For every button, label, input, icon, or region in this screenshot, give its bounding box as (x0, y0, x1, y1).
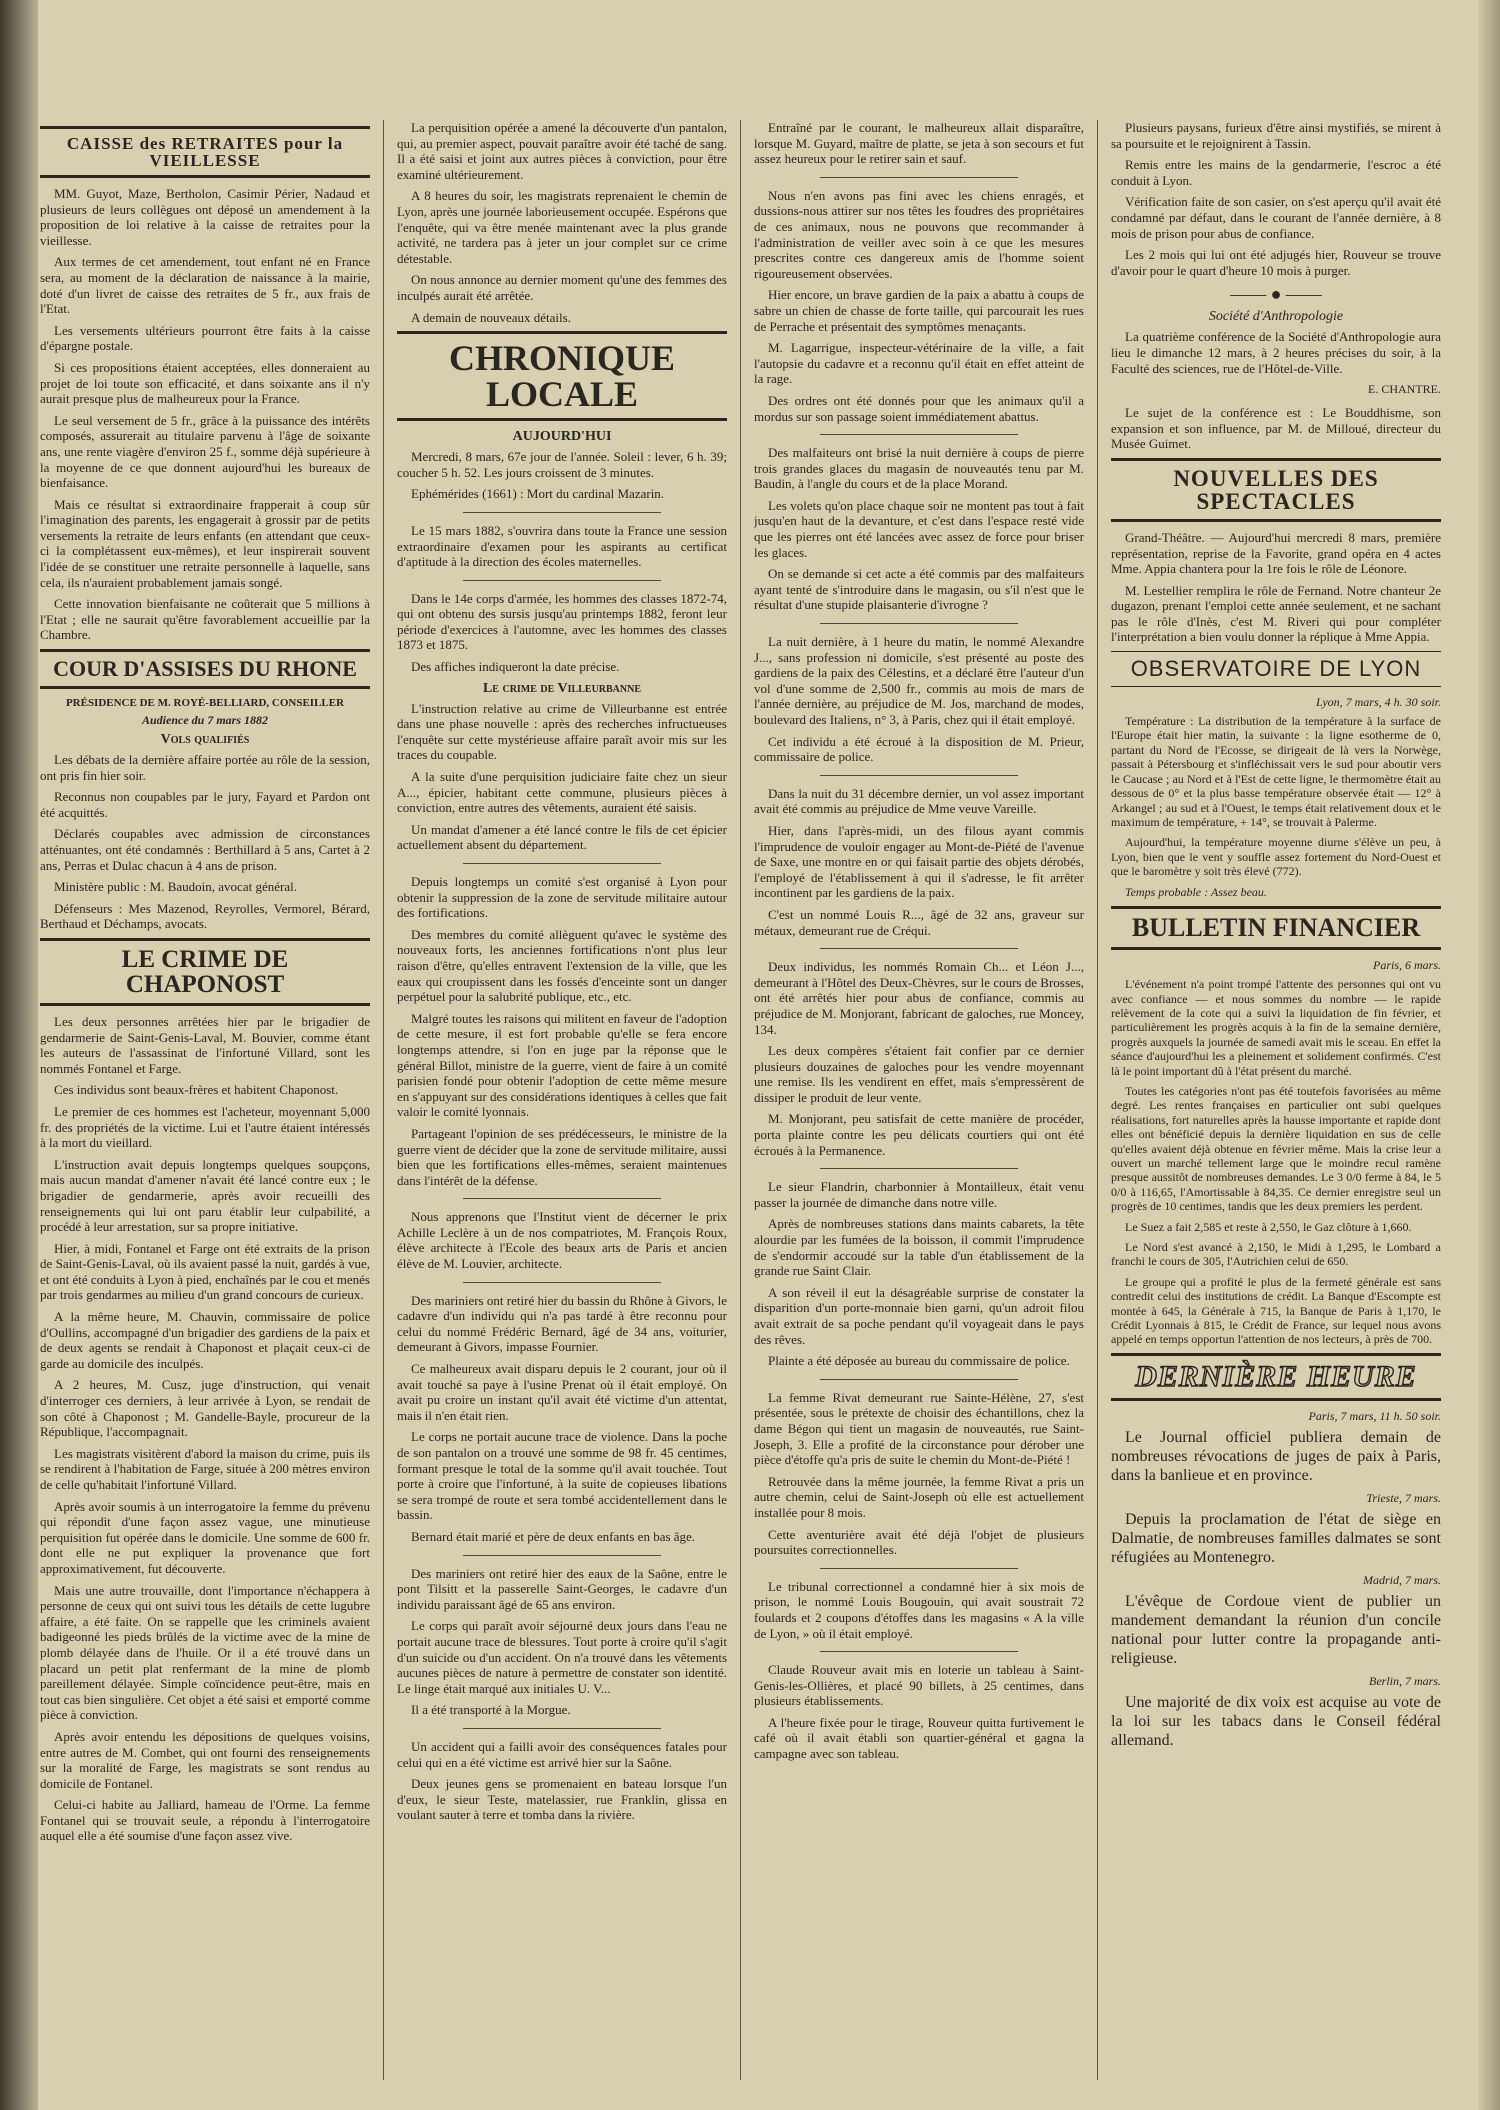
paragraph: Déclarés coupables avec admission de circonstances atténuantes, ont été condamnés : Berthillard à 5 ans, Cartet à 2 ans, Perras et Dulac chacun à 4 ans de prison. (40, 826, 370, 873)
dispatch-text: Une majorité de dix voix est acquise au vote de la loi sur les tabacs dans le Conseil fédéral allemand. (1111, 1693, 1441, 1749)
paragraph: Plainte a été déposée au bureau du commissaire de police. (768, 1353, 1070, 1369)
separator (820, 775, 1018, 776)
paragraph: M. Monjorant, peu satisfait de cette manière de procéder, porta plainte contre les peu délicats courtiers qui ont été écroués à la Permanence. (754, 1111, 1084, 1158)
assises-subheading: Vols qualifiés (160, 732, 250, 748)
paragraph: MM. Guyot, Maze, Bertholon, Casimir Périer, Nadaud et plusieurs de leurs collègues ont déposé un amendement à la proposition de loi relative à la caisse de retraites pour la vieillesse. (40, 186, 370, 248)
paragraph: Après de nombreuses stations dans maints cabarets, la tête alourdie par les fumées de la boisson, il commit l'imprudence de s'endormir accoudé sur la table d'un établissement de la grande rue Saint Clair. (754, 1216, 1084, 1279)
paragraph: Hier, dans l'après-midi, un des filous ayant commis l'imprudence de vouloir engager au Mont-de-Piété de l'avenue de Saxe, une montre en or qui faisait partie des objets dérobés, l'employé de l'établissement à qui il s'adresse, le fit arrêter incontinent par les gardiens de la paix. (754, 822, 1084, 901)
paragraph: Les débats de la dernière affaire portée au rôle de la session, ont pris fin hier soir. (40, 752, 370, 783)
paragraph: A la même heure, M. Chauvin, commissaire de police d'Oullins, accompagné d'un brigadier des gardiens de la paix et de deux agents se rendait à Chaponost et plaçait ceux-ci de garde au domicile des inculpés. (40, 1309, 370, 1371)
observatoire-heading: OBSERVATOIRE DE LYON (1111, 651, 1441, 687)
paragraph: Si ces propositions étaient acceptées, elles donneraient au projet de loi toute son efficacité, et dans soixante ans il n'y aurait presque plus de malheureux pour la France. (40, 359, 370, 407)
dispatch-dateline: Madrid, 7 mars. (1362, 1572, 1441, 1587)
separator (820, 1651, 1018, 1652)
paragraph: Claude Rouveur avait mis en loterie un tableau à Saint-Genis-les-Ollières, et placé 90 billets, à 25 centimes, dans plusieurs établissements. (754, 1662, 1084, 1709)
paragraph: Remis entre les mains de la gendarmerie, l'escroc a été conduit à Lyon. (1111, 157, 1441, 188)
paragraph: La femme Rivat demeurant rue Sainte-Hélène, 27, s'est présentée, sous le prétexte de choisir des échantillons, chez la dame Bégon qui tient un magasin de nouveautés, rue Saint-Joseph, 3. Elle a profité de la circonstance pour dérober une pièce d'étoffe qu'a pris de suite le chemin du Mont-de-Piété ! (754, 1389, 1084, 1468)
paragraph: Ce malheureux avait disparu depuis le 2 courant, jour où il avait touché sa paye à l'usine Prenat où il était employé. On avait pu croire un instant qu'il avait été victime d'un attentat, mais il n'en était rien. (397, 1361, 727, 1423)
paragraph: Le seul versement de 5 fr., grâce à la puissance des intérêts composés, assurerait au titulaire parvenu à l'âge de soixante ans, une rente viagère d'environ 25 f., somme déjà supérieure à la moyenne de ce que donnent aujourd'hui les bureaux de bienfaisance. (40, 412, 370, 491)
paragraph: Le sujet de la conférence est : Le Bouddhisme, son expansion et son influence, par M. de Milloué, directeur du Musée Guimet. (1111, 405, 1441, 452)
anthro-subheading: Société d'Anthropologie (1208, 309, 1344, 325)
paragraph: Entraîné par le courant, le malheureux allait disparaître, lorsque M. Guyard, maître de platte, se jeta à son secours et fut assez heureux pour le retirer sain et sauf. (754, 120, 1084, 167)
column-rule (383, 120, 384, 2080)
paragraph: Le corps qui paraît avoir séjourné deux jours dans l'eau ne portait aucune trace de blessures. Tout porte à croire qu'il s'agit d'un suicide ou d'un accident. On n'a trouvé dans les vêtements aucunes pièces de nature à permettre de constater son identité. Le linge était marqué aux initiales U. V... (397, 1618, 727, 1696)
paragraph: Grand-Théâtre. — Aujourd'hui mercredi 8 mars, première représentation, reprise de la Favorite, grand opéra en 4 actes Mme. Appia chantera pour la 1re fois le rôle de Léonore. (1111, 529, 1441, 577)
separator (463, 863, 661, 864)
paragraph: Le Nord s'est avancé à 2,150, le Midi à 1,295, le Lombard a franchi le cours de 305, l'Autrichien celui de 650. (1111, 1240, 1441, 1269)
paragraph: La quatrième conférence de la Société d'Anthropologie aura lieu le dimanche 12 mars, à 2 heures précises du soir, à la Faculté des sciences, rue de l'Hôtel-de-Ville. (1111, 329, 1441, 376)
paragraph: Retrouvée dans la même journée, la femme Rivat a pris un autre chemin, celui de Saint-Joseph où elle est actuellement installée pour 8 mois. (754, 1473, 1084, 1520)
column-4 (1111, 120, 1441, 2080)
paragraph: Le tribunal correctionnel a condamné hier à six mois de prison, le nommé Louis Bougouin, qui avait soustrait 72 foulards et 2 coupons d'étoffes dans les magasins « A la ville de Lyon, » où il était employé. (754, 1578, 1084, 1641)
newspaper-page (40, 120, 1462, 2090)
paragraph: Des mariniers ont retiré hier du bassin du Rhône à Givors, le cadavre d'un individu qui n'a pas tardé à être reconnu pour celui du nommé Frédéric Bernard, âgé de 34 ans, voiturier, demeurant à Givors, impasse Fournier. (397, 1292, 727, 1355)
paragraph: A 2 heures, M. Cusz, juge d'instruction, qui venait d'interroger ces derniers, à leur arrivée à Lyon, se rendait de son côté à Chaponost ; M. Gandelle-Bayle, procureur de la République, l'accompagnait. (40, 1377, 370, 1440)
villeurbanne-subheading: Le crime de Villeurbanne (482, 680, 642, 696)
column-rule (740, 120, 741, 2080)
paragraph: Malgré toutes les raisons qui militent en faveur de l'adoption de cette mesure, il est fort probable qu'elle se fera encore longtemps attendre, si l'on en juge par la réponse que le général Billot, ministre de la guerre, vient de faire à un comité parisien fondé pour obtenir l'adoption de cette même mesure en s'appuyant sur des considérations identiques à celles que fait valoir le comité lyonnais. (397, 1010, 727, 1120)
separator (820, 1168, 1018, 1169)
paragraph: A l'heure fixée pour le tirage, Rouveur quitta furtivement le café où il avait établi son quartier-général et gagna la campagne avec son tableau. (754, 1714, 1084, 1762)
paragraph: Partageant l'opinion de ses prédécesseurs, le ministre de la guerre vient de décider que la zone de servitude militaire, aussi bien que les fortifications elles-mêmes, seraient maintenues dans l'intérêt de la défense. (397, 1125, 727, 1188)
paragraph: Les versements ultérieurs pourront être faits à la caisse d'épargne postale. (40, 322, 370, 354)
paragraph: Mais ce résultat si extraordinaire frapperait à coup sûr l'imagination des parents, les engagerait à grossir par de petits versements la retraite de leurs enfants (en attendant que ceux-ci la complétassent eux-mêmes), et leur inspirerait souvent l'idée de se constituer une retraite personnelle à laquelle, sans cela, ils n'auraient probablement jamais songé. (40, 496, 370, 590)
paragraph: M. Lagarrigue, inspecteur-vétérinaire de la ville, a fait l'autopsie du cadavre et a reconnu qu'il était en effet atteint de la rage. (754, 340, 1084, 387)
paragraph: Le premier de ces hommes est l'acheteur, moyennant 5,000 fr. des propriétés de la victime. Lui et l'autre étaient intéressés à la mort du vieillard. (40, 1103, 370, 1151)
paragraph: Ces individus sont beaux-frères et habitent Chaponost. (54, 1082, 339, 1098)
column-rule (1097, 120, 1098, 2080)
paragraph: Ministère public : M. Baudoin, avocat général. (54, 879, 297, 895)
paragraph: A son réveil il eut la désagréable surprise de constater la disparition d'un porte-monnaie bien garni, qu'un adroit filou avait extrait de sa poche pendant qu'il voyageait dans le pays des rêves. (754, 1284, 1084, 1347)
separator (820, 1379, 1018, 1380)
paragraph: Dans le 14e corps d'armée, les hommes des classes 1872-74, qui ont obtenu des sursis jusqu'au printemps 1882, feront leur période d'exercices à l'automne, avec les hommes des classes 1873 et 1875. (397, 590, 727, 653)
paragraph: La perquisition opérée a amené la découverte d'un pantalon, qui, au premier aspect, pouvait paraître avoir été taché de sang. Il a été saisi et joint aux autres pièces à conviction, pour être examiné ultérieurement. (397, 120, 727, 182)
paragraph: Plusieurs paysans, furieux d'être ainsi mystifiés, se mirent à sa poursuite et le rejoignirent à Tassin. (1111, 120, 1441, 151)
paragraph: Le corps ne portait aucune trace de violence. Dans la poche de son pantalon on a trouvé une somme de 98 fr. 45 centimes, formant presque le total de la somme qu'il avait touchée. Tout porte à croire que l'infortuné, à la suite de copieuses libations se sera trompé de route et sera tombé accidentellement dans le bassin. (397, 1429, 727, 1523)
paragraph: L'instruction avait depuis longtemps quelques soupçons, mais aucun mandat d'amener n'avait été lancé contre eux ; le brigadier de gendarmerie, après avoir recueilli des renseignements qui lui ont paru établir leur culpabilité, a procédé à leur arrestation, sur sa propre initiative. (40, 1156, 370, 1235)
paragraph: Depuis longtemps un comité s'est organisé à Lyon pour obtenir la suppression de la zone de servitude militaire autour des fortifications. (397, 874, 727, 921)
paragraph: Les deux personnes arrêtées hier par le brigadier de gendarmerie de Saint-Genis-Laval, M. Bouvier, comme étant les auteurs de l'assassinat de l'infortuné Villard, sont les nommés Fontanel et Farge. (40, 1013, 370, 1076)
derniere-heure-heading: DERNIÈRE HEURE (1111, 1353, 1441, 1401)
paragraph: Hier encore, un brave gardien de la paix a abattu à coups de sabre un chien de chasse de forte taille, qui parcourait les rues de Perrache et présentait des symptômes menaçants. (754, 287, 1084, 334)
paragraph: A demain de nouveaux détails. (411, 309, 571, 325)
spectacles-heading: NOUVELLES DES SPECTACLES (1111, 458, 1441, 522)
dispatch-text: Le Journal officiel publiera demain de nombreuses révocations de juges de paix à Paris, dans la banlieue et en province. (1111, 1428, 1441, 1484)
bulletin-dateline: Paris, 6 mars. (1372, 958, 1441, 973)
paragraph: Toutes les catégories n'ont pas été toutefois favorisées au même degré. Les rentes françaises en particulier ont subi quelques réalisations, fort naturelles après la hausse importante et rapide dont elles ont bénéficié depuis la dernière liquidation en sus de celle qu'elles avaient déjà obtenue en février même. Mais la crise leur a ouvert un marché tellement large que le moindre recul ramène presque aussitôt de nombreuses demandes. Le 3 0/0 ferme à 84, le 5 0/0 à 116,65, l'Amortissable à 84,35. Ce dernier enregistre seul un progrès de 10 centimes, tandis que les deux premiers les perdent. (1111, 1083, 1441, 1214)
paragraph: Après avoir soumis à un interrogatoire la femme du prévenu qui répondit d'une façon assez vague, une minutieuse perquisition fut opérée dans le domicile. Une somme de 600 fr. dont elle ne put expliquer la provenance que fort approximativement, fut découverte. (40, 1498, 370, 1576)
dispatch-text: Depuis la proclamation de l'état de siège en Dalmatie, de nombreuses familles dalmates se sont réfugiées au Montenegro. (1111, 1510, 1441, 1566)
paragraph: La nuit dernière, à 1 heure du matin, le nommé Alexandre J..., sans profession ni domicile, s'est présenté au poste des gardiens de la paix des Célestins, et a déclaré être l'auteur d'un vol d'une somme de 2,500 fr., commis au mois de mars de l'année dernière, au préjudice de M. Jos, marchand de modes, boulevard des Italiens, n° 3, à Paris, chez qui il était employé. (754, 634, 1084, 727)
paragraph: Aux termes de cet amendement, tout enfant né en France sera, au moment de la déclaration de naissance à la mairie, doté d'un livret de caisse des retraites de 5 fr., aux frais de l'Etat. (40, 254, 370, 317)
paragraph: M. Lestellier remplira le rôle de Fernand. Notre chanteur 2e dugazon, prenant l'emploi cette année seulement, et ne sachant pas le rôle d'Inès, c'est M. Riveri qui pour compléter l'interprétation a bien voulu donner la réplique à Mme Appia. (1111, 582, 1441, 645)
dispatch-dateline: Berlin, 7 mars. (1369, 1673, 1441, 1688)
paragraph: Le groupe qui a profité le plus de la fermeté générale est sans contredit celui des institutions de crédit. La Banque d'Escompte est montée à 645, la Générale à 715, la Banque de Paris à 1,170, le Crédit Lyonnais à 815, le Crédit de France, sur lequel nous avons appelé en temps opportun l'attention de nos lecteurs, à près de 700. (1111, 1274, 1441, 1347)
page-edge (1478, 0, 1500, 2110)
adjacent-page-spine (0, 0, 38, 2110)
paragraph: Le 15 mars 1882, s'ouvrira dans toute la France une session extraordinaire d'examen pour les aspirants au certificat d'aptitude à la direction des écoles maternelles. (397, 522, 727, 570)
separator (463, 512, 661, 513)
paragraph: Celui-ci habite au Jalliard, hameau de l'Orme. La femme Fontanel qui se trouvait seule, a répondu à l'interrogatoire auquel elle a été soumise d'une façon assez vive. (40, 1797, 370, 1844)
paragraph: Nous apprenons que l'Institut vient de décerner le prix Achille Leclère à un de nos compatriotes, M. François Roux, élève architecte à l'Ecole des beaux arts de Paris et ancien élève de M. Louvier, architecte. (397, 1209, 727, 1272)
separator (820, 177, 1018, 178)
aujourdhui-subheading: AUJOURD'HUI (512, 429, 612, 445)
paragraph: Des membres du comité allèguent qu'avec le système des nouveaux forts, les anciennes fortifications n'ont plus leur raison d'être, qu'elles entravent l'extension de la ville, que les eaux qui croupissent dans les fossés d'enceinte sont un danger perpétuel pour la salubrité publique, etc., etc. (397, 926, 727, 1005)
paragraph: A 8 heures du soir, les magistrats reprenaient le chemin de Lyon, après une journée laborieusement occupée. Espérons que l'enquête, qui va être menée maintenant avec la plus grande activité, ne tardera pas à jeter un jour complet sur ce crime détestable. (397, 188, 727, 266)
paragraph: Mais une autre trouvaille, dont l'importance n'échappera à personne de ceux qui ont suivi tous les détails de cette lugubre affaire, a été faite. On se rappelle que les criminels avaient badigeonné les pieds brûlés de la victime avec de la mine de plomb délayée dans de l'huile. Or il a été trouvé dans un placard un petit plat renfermant de la mine de plomb pareillement délayée. Simple coïncidence peut-être, mais en tout cas bien singulière. Cet objet a été saisi et emporté comme pièce à conviction. (40, 1582, 370, 1723)
retraites-heading: CAISSE des RETRAITES pour la VIEILLESSE (40, 126, 370, 178)
paragraph: Cette aventurière avait été déjà l'objet de plusieurs poursuites correctionnelles. (754, 1526, 1084, 1558)
paragraph: Des ordres ont été donnés pour que les animaux qu'il a mordus sur son passage soient immédiatement abattus. (754, 392, 1084, 424)
paragraph: L'instruction relative au crime de Villeurbanne est entrée dans une phase nouvelle : après des recherches infructueuses l'enquête sur cette mystérieuse affaire paraît avoir mis sur les traces du coupable. (397, 700, 727, 763)
paragraph: Cet individu a été écroué à la disposition de M. Prieur, commissaire de police. (754, 733, 1084, 765)
paragraph: L'événement n'a point trompé l'attente des personnes qui ont vu avec confiance — et nous sommes du nombre — le rapide relèvement de la cote qui a suivi la liquidation de fin février, et particulièrement les progrès acquis à la fin de la semaine dernière, progrès auxquels la journée de samedi avait mis le sceau. En effet la séance d'aujourd'hui les a pleinement et solidement confirmés. C'est là le point important dû à l'état présent du marché. (1111, 977, 1441, 1078)
paragraph: Bernard était marié et père de deux enfants en bas âge. (411, 1528, 696, 1544)
paragraph: Temps probable : Assez beau. (1125, 884, 1267, 899)
ornament-icon: ―― ● ―― (1230, 284, 1322, 305)
assises-presidence: PRÉSIDENCE DE M. ROYÉ-BELLIARD, CONSEILLER (65, 697, 345, 710)
separator (463, 580, 661, 581)
paragraph: Reconnus non coupables par le jury, Fayard et Pardon ont été acquittés. (40, 789, 370, 820)
paragraph: C'est un nommé Louis R..., âgé de 32 ans, graveur sur métaux, demeurant rue de Créqui. (754, 906, 1084, 938)
paragraph: Nous n'en avons pas fini avec les chiens enragés, et dussions-nous attirer sur nos têtes les foudres des propriétaires de ces animaux, nous ne pouvons que recommander à l'administration de veiller avec soin à ce que les mesures prescrites contre ces dangereux amis de l'homme soient rigoureusement observées. (754, 187, 1084, 281)
anthro-signature: E. CHANTRE. (1368, 382, 1441, 397)
separator (463, 1198, 661, 1199)
paragraph: Ephémérides (1661) : Mort du cardinal Mazarin. (411, 486, 665, 502)
assises-heading: COUR D'ASSISES DU RHONE (40, 649, 370, 689)
paragraph: A la suite d'une perquisition judiciaire faite chez un sieur A..., épicier, habitant cette commune, plusieurs pièces à conviction, entre autres des vêtements, auraient été saisis. (397, 769, 727, 816)
separator (463, 1728, 661, 1729)
separator (820, 434, 1018, 435)
paragraph: Des malfaiteurs ont brisé la nuit dernière à coups de pierre trois grandes glaces du magasin de nouveautés tenu par M. Baudin, à l'angle du cours et de la place Morand. (754, 445, 1084, 492)
column-3 (754, 120, 1084, 2080)
paragraph: Des affiches indiqueront la date précise. (411, 659, 620, 675)
paragraph: Les deux compères s'étaient fait confier par ce dernier plusieurs douzaines de galoches pour les vendre moyennant une remise. Ils les vendirent en effet, mais s'empressèrent de dissiper le produit de leur vente. (754, 1043, 1084, 1105)
paragraph: Un accident qui a failli avoir des conséquences fatales pour celui qui en a été victime est arrivé hier sur la Saône. (397, 1738, 727, 1770)
paragraph: Le sieur Flandrin, charbonnier à Montailleux, était venu passer la journée de dimanche dans notre ville. (754, 1179, 1084, 1210)
dispatch-dateline: Paris, 7 mars, 11 h. 50 soir. (1308, 1408, 1441, 1423)
separator (463, 1555, 661, 1556)
paragraph: Les magistrats visitèrent d'abord la maison du crime, puis ils se rendirent à l'habitation de Farge, située à 200 mètres environ de celle qu'habitait l'infortuné Villard. (40, 1445, 370, 1492)
retraites-article (40, 186, 370, 643)
paragraph: Mercredi, 8 mars, 67e jour de l'année. Soleil : lever, 6 h. 39; coucher 5 h. 52. Les jours croissent de 3 minutes. (397, 449, 727, 480)
paragraph: Dans la nuit du 31 décembre dernier, un vol assez important avait été commis au préjudice de Mme veuve Vareille. (754, 785, 1084, 817)
paragraph: Deux individus, les nommés Romain Ch... et Léon J..., demeurant à l'Hôtel des Deux-Chèvres, sur le cours de Brosses, ont été arrêtés hier pour abus de confiance, commis au préjudice de M. Monjorant, fabricant de galoches, rue Moncey, 134. (754, 959, 1084, 1037)
column-1 (40, 120, 370, 2080)
separator (820, 1568, 1018, 1569)
column-2 (397, 120, 727, 2080)
paragraph: Température : La distribution de la température à la surface de l'Europe était hier matin, la suivante : la ligne esotherme de 0, partant du Nord de l'Ecosse, se dirigeait de là vers la Norwège, passait à Pétersbourg et s'infléchissait vers le sud pour aboutir vers le Caucase ; au Nord et à l'Est de cette ligne, le thermomètre était au dessous de 0° et la plus basse température observée était — 12° à Arkangel ; au sud et à l'Ouest, le temps était relativement doux et le maximum de température, + 14°, se trouvait à Palerme. (1111, 714, 1441, 829)
paragraph: On se demande si cet acte a été commis par des malfaiteurs ayant tenté de s'introduire dans le magasin, ou s'il n'est que le résultat d'une stupide plaisanterie d'ivrogne ? (754, 566, 1084, 613)
paragraph: Vérification faite de son casier, on s'est aperçu qu'il avait été condamné par défaut, dans le courant de l'année dernière, à 8 mois de prison pour abus de confiance. (1111, 194, 1441, 241)
paragraph: Aujourd'hui, la température moyenne diurne s'élève un peu, à Lyon, bien que le vent y souffle assez fortement du Nord-Ouest et que le baromètre y soit très élevé (772). (1111, 835, 1441, 879)
chaponost-heading: LE CRIME DE CHAPONOST (40, 938, 370, 1006)
paragraph: Défenseurs : Mes Mazenod, Reyrolles, Vermorel, Bérard, Berthaud et Déchamps, avocats. (40, 900, 370, 932)
paragraph: Après avoir entendu les dépositions de quelques voisins, entre autres de M. Combet, qui ont fourni des renseignements sur la moralité de Farge, les magistrats se sont rendus au domicile de Fontanel. (40, 1728, 370, 1791)
dispatch-dateline: Trieste, 7 mars. (1366, 1490, 1441, 1505)
paragraph: Les 2 mois qui lui ont été adjugés hier, Rouveur se trouve d'avoir pour le quart d'heure 10 mois à purger. (1111, 247, 1441, 278)
separator (820, 623, 1018, 624)
chronique-heading: CHRONIQUE LOCALE (397, 331, 727, 421)
separator (820, 948, 1018, 949)
paragraph: Deux jeunes gens se promenaient en bateau lorsque l'un d'eux, le sieur Teste, matelassier, rue Franklin, glissa en voulant sauter à terre et tomba dans la rivière. (397, 1776, 727, 1823)
assises-audience: Audience du 7 mars 1882 (141, 713, 268, 728)
paragraph: Un mandat d'amener a été lancé contre le fils de cet épicier actuellement absent du département. (397, 821, 727, 853)
paragraph: Le Suez a fait 2,585 et reste à 2,550, le Gaz clôture à 1,660. (1125, 1219, 1412, 1234)
paragraph: Les volets qu'on place chaque soir ne montent pas tout à fait jusqu'en haut de la devanture, et c'est dans l'espace resté vide que les pierres ont été lancées avec assez de force pour briser les glaces. (754, 497, 1084, 560)
bulletin-heading: BULLETIN FINANCIER (1111, 906, 1441, 950)
paragraph: Cette innovation bienfaisante ne coûterait que 5 millions à l'Etat ; elle ne saurait qu'être favorablement accueillie par la Chambre. (40, 596, 370, 643)
paragraph: Hier, à midi, Fontanel et Farge ont été extraits de la prison de Saint-Genis-Laval, où ils avaient passé la nuit, gardés à vue, et ont été conduits à Lyon à pied, enchaînés par le cou et menés par trois gendarmes au milieu d'un grand concours de curieux. (40, 1240, 370, 1303)
paragraph: Il a été transporté à la Morgue. (411, 1702, 571, 1718)
observatoire-dateline: Lyon, 7 mars, 4 h. 30 soir. (1316, 695, 1441, 710)
dispatch-text: L'évêque de Cordoue vient de publier un mandement demandant la réunion d'un concile national pour lutter contre la propagande anti-religieuse. (1111, 1592, 1441, 1667)
paragraph: On nous annonce au dernier moment qu'une des femmes des inculpés aurait été arrêtée. (397, 272, 727, 303)
paragraph: Des mariniers ont retiré hier des eaux de la Saône, entre le pont Tilsitt et la passerelle Saint-Georges, le cadavre d'un individu paraissant âgé de 65 ans environ. (397, 1565, 727, 1612)
separator (463, 1282, 661, 1283)
